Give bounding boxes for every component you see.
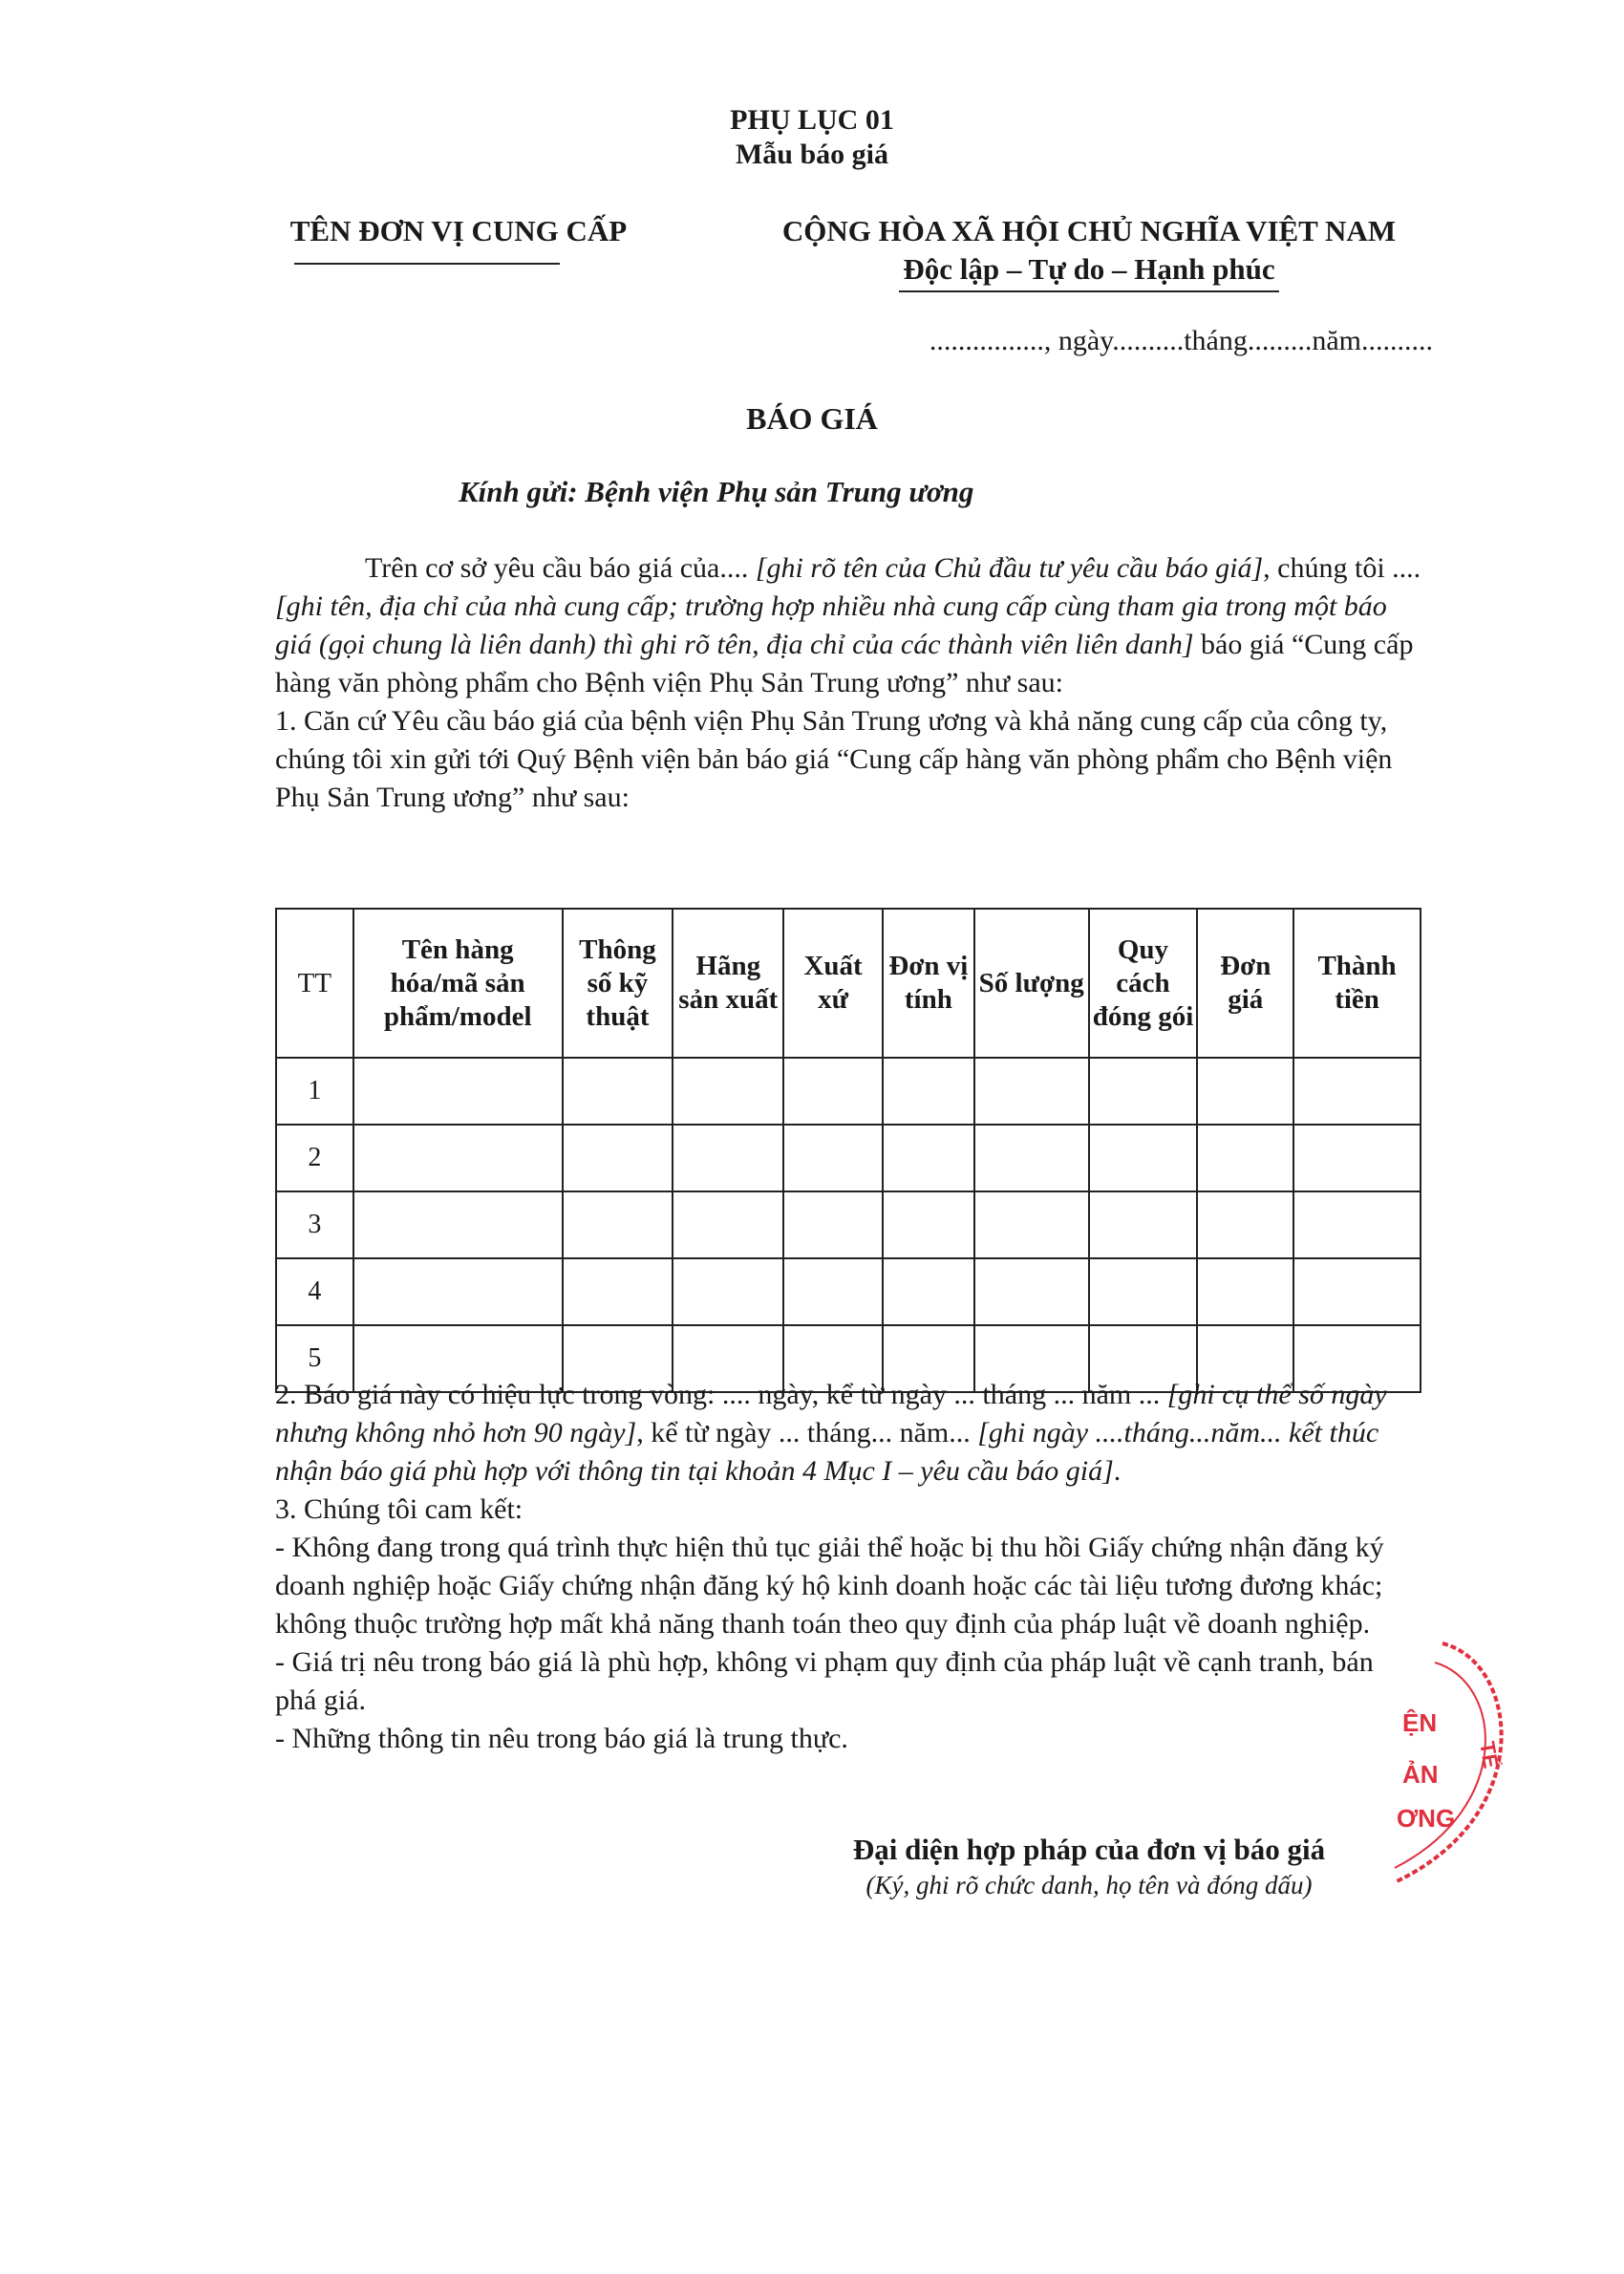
table-cell: [353, 1125, 563, 1191]
table-cell: [883, 1191, 974, 1258]
table-header-row: [276, 909, 1421, 1058]
table-cell: [563, 1191, 673, 1258]
item-2-paragraph: [275, 1376, 1421, 1491]
header-manufacturer: Hãng sản xuất: [673, 909, 783, 1058]
intro-section: [275, 549, 1421, 817]
header-unit-price: Đơn giá: [1197, 909, 1293, 1058]
signature-title: Đại diện hợp pháp của đơn vị báo giá: [852, 1833, 1326, 1866]
intro-text-2: , chúng tôi ....: [1263, 552, 1421, 584]
table-cell: [974, 1258, 1089, 1325]
table-cell: [783, 1058, 883, 1125]
commitment-bullet: - Những thông tin nêu trong báo giá là trung thực.: [275, 1723, 848, 1754]
intro-text-1: Trên cơ sở yêu cầu báo giá của....: [365, 552, 756, 584]
annex-title: PHỤ LỤC 01: [730, 104, 894, 136]
table-cell: [353, 1258, 563, 1325]
table-cell: [673, 1191, 783, 1258]
table-cell: [1293, 1258, 1421, 1325]
table-cell: [783, 1191, 883, 1258]
header-tt: TT: [276, 909, 353, 1058]
commitment-bullet: - Giá trị nêu trong báo giá là phù hợp, không vi phạm quy định của pháp luật về cạnh tranh, bán phá giá.: [275, 1646, 1374, 1716]
table-cell: [1089, 1125, 1198, 1191]
document-title: BÁO GIÁ: [746, 401, 878, 436]
item-1-paragraph: 1. Căn cứ Yêu cầu báo giá của bệnh viện Phụ Sản Trung ương và khả năng cung cấp của công ty, chúng tôi xin gửi tới Quý Bệnh viện bản báo giá “Cung cấp hàng văn phòng phẩm cho Bệnh viện Phụ Sản Trung ương” như sau:: [275, 705, 1393, 813]
stamp-text-3: ƠNG: [1397, 1804, 1456, 1833]
table-cell: [883, 1258, 974, 1325]
item-2-text-2: , kể từ ngày ... tháng... năm...: [636, 1417, 978, 1448]
stamp-text-2: ẢN: [1402, 1760, 1439, 1789]
table-cell: [783, 1258, 883, 1325]
table-cell: [1293, 1191, 1421, 1258]
item-2-placeholder-1: [ghi cụ thể số ngày nhưng không nhỏ hơn 90 ngày]: [275, 1379, 1387, 1448]
header-specs: Thông số kỹ thuật: [563, 909, 673, 1058]
header-product-name: Tên hàng hóa/mã sản phẩm/model: [353, 909, 563, 1058]
row-number: 4: [276, 1258, 353, 1325]
annex-subtitle: Mẫu báo giá: [735, 139, 889, 170]
supplier-underline: [294, 263, 560, 265]
table-row: [276, 1191, 1421, 1258]
table-cell: [1089, 1058, 1198, 1125]
header-quantity: Số lượng: [974, 909, 1089, 1058]
table-row: [276, 1258, 1421, 1325]
table-cell: [353, 1191, 563, 1258]
item-3-heading: 3. Chúng tôi cam kết:: [275, 1493, 524, 1525]
row-number: 5: [276, 1325, 353, 1392]
addressee-line: Kính gửi: Bệnh viện Phụ sản Trung ương: [459, 475, 974, 508]
table-cell: [563, 1258, 673, 1325]
table-cell: [883, 1058, 974, 1125]
national-header: [745, 212, 1433, 292]
row-number: 3: [276, 1191, 353, 1258]
stamp-text-1: ỆN: [1402, 1708, 1438, 1737]
table-cell: [1089, 1258, 1198, 1325]
row-number: 2: [276, 1125, 353, 1191]
annex-heading: [0, 103, 1624, 172]
table-cell: [974, 1058, 1089, 1125]
red-stamp-icon: [1376, 1624, 1519, 1892]
table-cell: [673, 1125, 783, 1191]
national-title: CỘNG HÒA XÃ HỘI CHỦ NGHĨA VIỆT NAM: [781, 214, 1397, 247]
header-origin: Xuất xứ: [783, 909, 883, 1058]
row-number: 1: [276, 1058, 353, 1125]
table-cell: [353, 1058, 563, 1125]
header-unit: Đơn vị tính: [883, 909, 974, 1058]
commitment-bullet: - Không đang trong quá trình thực hiện thủ tục giải thể hoặc bị thu hồi Giấy chứng nhận đăng ký doanh nghiệp hoặc Giấy chứng nhận đăng ký hộ kinh doanh hoặc các tài liệu tương đương khác; không thuộc trường hợp mất khả năng thanh toán theo quy định của pháp luật về doanh nghiệp.: [275, 1532, 1384, 1640]
table-cell: [1197, 1258, 1293, 1325]
intro-placeholder-2: [ghi tên, địa chỉ của nhà cung cấp; trường hợp nhiều nhà cung cấp cùng tham gia trong một báo giá (gọi chung là liên danh) thì ghi rõ tên, địa chỉ của các thành viên liên danh]: [275, 590, 1387, 660]
table-cell: [883, 1125, 974, 1191]
item-2-placeholder-2: [ghi ngày ....tháng...năm... kết thúc nhận báo giá phù hợp với thông tin tại khoản 4 Mục I – yêu cầu báo giá]: [275, 1417, 1379, 1487]
table-row: [276, 1125, 1421, 1191]
table-cell: [1293, 1058, 1421, 1125]
table-cell: [1197, 1125, 1293, 1191]
intro-paragraph: [275, 549, 1421, 702]
header-total: Thành tiền: [1293, 909, 1421, 1058]
table-cell: [563, 1125, 673, 1191]
header-packaging: Quy cách đóng gói: [1089, 909, 1198, 1058]
table-cell: [974, 1125, 1089, 1191]
stamp-text-4: TẾ: [1475, 1739, 1504, 1770]
item-2-text-3: .: [1113, 1455, 1122, 1487]
signature-note: (Ký, ghi rõ chức danh, họ tên và đóng dấu): [865, 1871, 1313, 1899]
quotation-table: [275, 908, 1421, 1393]
table-cell: [1293, 1125, 1421, 1191]
table-cell: [673, 1058, 783, 1125]
table-cell: [563, 1058, 673, 1125]
table-cell: [783, 1125, 883, 1191]
intro-text-3: báo giá “Cung cấp hàng văn phòng phẩm cho Bệnh viện Phụ Sản Trung ương” như sau:: [275, 629, 1414, 698]
terms-section: [275, 1376, 1421, 1758]
table-cell: [974, 1191, 1089, 1258]
table-cell: [673, 1258, 783, 1325]
item-2-text-1: 2. Báo giá này có hiệu lực trong vòng: .... ngày, kể từ ngày ... tháng ... năm ...: [275, 1379, 1167, 1410]
supplier-name-header: TÊN ĐƠN VỊ CUNG CẤP: [289, 214, 628, 247]
table-cell: [1197, 1058, 1293, 1125]
date-line: ................, ngày..........tháng.........năm..........: [929, 325, 1433, 356]
national-motto: Độc lập – Tự do – Hạnh phúc: [899, 250, 1278, 292]
table-row: [276, 1058, 1421, 1125]
table-cell: [1089, 1191, 1198, 1258]
intro-placeholder-1: [ghi rõ tên của Chủ đầu tư yêu cầu báo giá]: [755, 552, 1264, 584]
table-cell: [1197, 1191, 1293, 1258]
